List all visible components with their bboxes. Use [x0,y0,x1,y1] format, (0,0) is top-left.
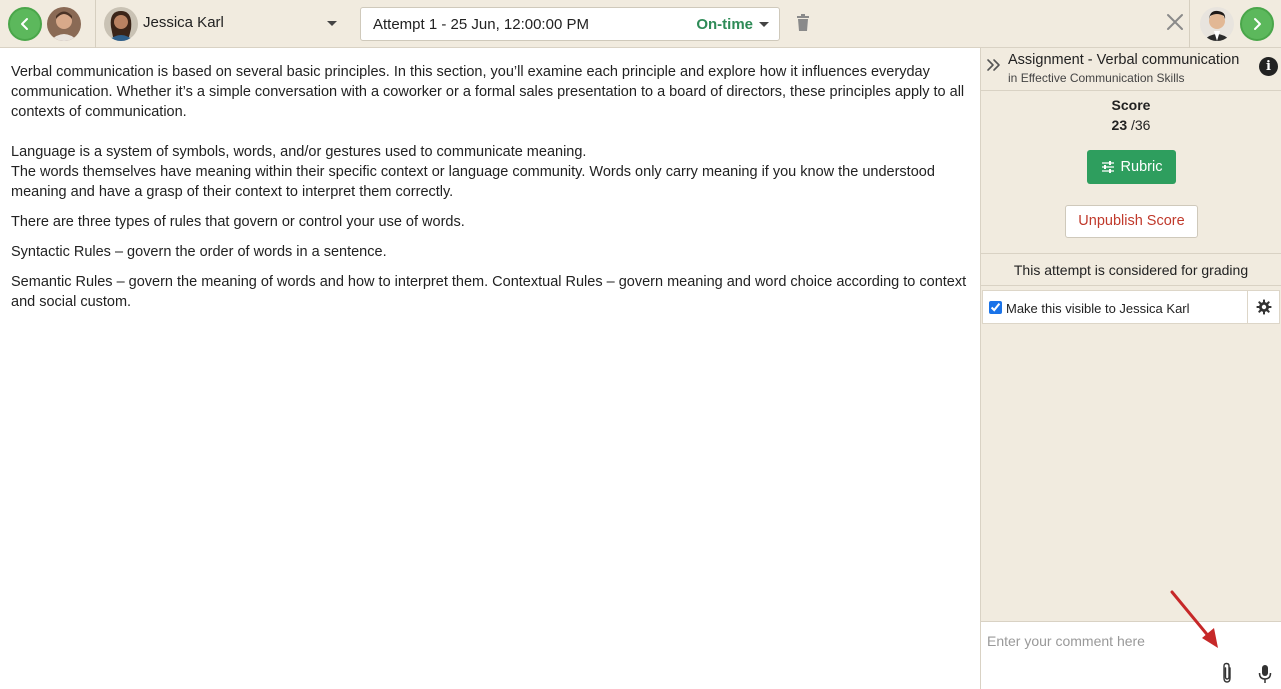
visibility-row [982,290,1280,324]
chevron-right-icon [1250,17,1264,31]
info-icon[interactable]: i [1259,57,1278,76]
divider [1189,0,1190,48]
paperclip-icon[interactable] [1219,662,1235,684]
grading-panel [981,48,1281,689]
double-chevron-right-icon[interactable] [986,57,1002,73]
divider [981,253,1281,254]
score-display [981,117,1281,133]
top-bar [0,0,1281,48]
course-prefix: in [1008,71,1018,85]
previous-student-avatar[interactable] [47,7,81,41]
divider [981,90,1281,91]
unpublish-score-button[interactable]: Unpublish Score [1065,205,1198,238]
course-name: Effective Communication Skills [1020,71,1185,85]
current-student-avatar [104,7,138,41]
attempt-selector[interactable] [360,7,780,41]
comment-box [981,621,1281,689]
next-student-avatar[interactable] [1200,7,1234,41]
attempt-label: Attempt 1 - 25 Jun, 12:00:00 PM [373,16,589,33]
visibility-checkbox[interactable] [989,301,1002,314]
settings-button[interactable] [1247,291,1279,323]
caret-down-icon [327,21,337,26]
student-selector[interactable] [96,0,346,48]
assignment-course [1008,71,1185,85]
student-name: Jessica Karl [143,14,224,31]
score-value: 23 [1111,117,1128,133]
submission-content [0,48,981,689]
content-paragraph: Language is a system of symbols, words, and/or gestures used to communicate meaning. [11,144,587,160]
red-arrow-annotation [1168,588,1224,652]
content-paragraph: The words themselves have meaning within their specific context or language community. Words only carry meaning if you know the understood meaning and have a grasp of their context to interpret them correctly. [11,164,935,200]
chevron-left-icon [18,17,32,31]
content-paragraph: Syntactic Rules – govern the order of words in a sentence. [11,244,387,260]
assignment-title: Assignment - Verbal communication [1008,52,1240,68]
next-student-button[interactable] [1240,7,1274,41]
score-max: /36 [1131,117,1151,133]
attempt-status: On-time [696,16,753,33]
divider [981,285,1281,286]
score-label: Score [1111,97,1151,113]
caret-down-icon [759,22,769,27]
content-paragraph: Verbal communication is based on several basic principles. In this section, you’ll examine each principle and explore how it influences everyday communication. Whether it’s a simple conversation with a coworker or a formal sales presentation to a board of directors, these principles apply to all contexts of communication. [11,64,965,120]
content-paragraph: Semantic Rules – govern the meaning of words and how to interpret them. Contextual Rules – govern meaning and word choice according to context and social custom. [11,274,967,310]
grading-note: This attempt is considered for grading [1013,262,1249,278]
microphone-icon[interactable] [1257,664,1273,684]
sliders-icon [1101,160,1115,174]
trash-icon[interactable] [796,14,810,32]
previous-student-button[interactable] [8,7,42,41]
visibility-label: Make this visible to Jessica Karl [1006,301,1190,316]
rubric-label: Rubric [1120,159,1163,175]
rubric-button[interactable] [1087,150,1176,184]
content-paragraph: There are three types of rules that govern or control your use of words. [11,214,465,230]
close-icon[interactable] [1165,12,1185,32]
gear-icon [1256,299,1272,315]
